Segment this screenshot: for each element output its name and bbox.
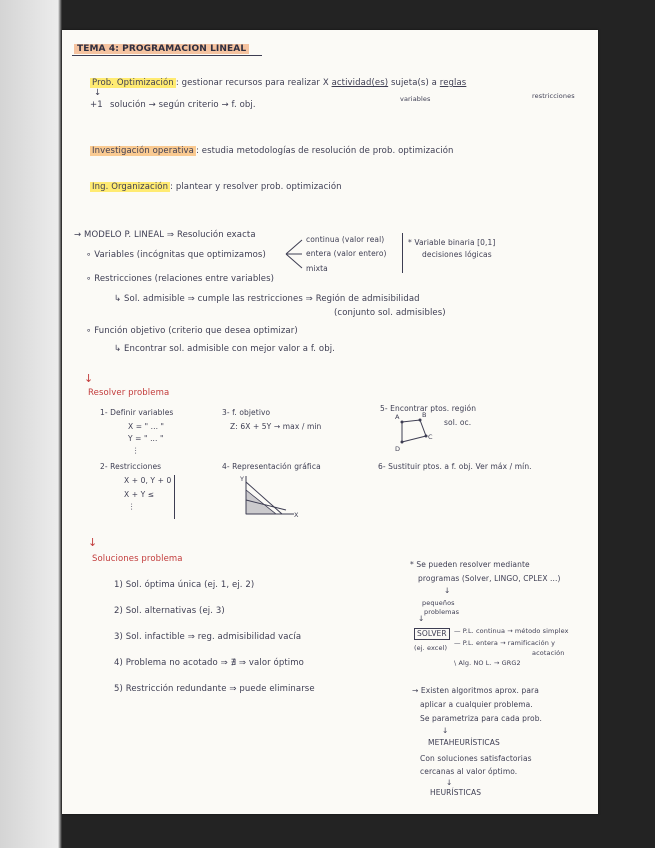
ing-text: : plantear y resolver prob. optimización bbox=[170, 182, 342, 192]
step-6: 6- Sustituir ptos. a f. obj. Ver máx / mín. bbox=[378, 462, 532, 471]
variables-note: variables bbox=[400, 95, 431, 103]
meta-arrow: ↓ bbox=[442, 726, 449, 735]
alg-no-lineal: \ Alg. NO L. → GRG2 bbox=[454, 659, 521, 667]
step-5: 5- Encontrar ptos. región bbox=[380, 404, 477, 413]
title-underline bbox=[72, 55, 262, 56]
axis-x-label: X bbox=[294, 511, 299, 519]
solucion-item-1: 1) Sol. óptima única (ej. 1, ej. 2) bbox=[114, 580, 255, 590]
restr-2: X + Y ≤ bbox=[124, 490, 155, 499]
encontrar-sol: ↳ Encontrar sol. admisible con mejor valor a f. obj. bbox=[114, 344, 335, 354]
sol-oc: sol. oc. bbox=[444, 418, 472, 427]
feasible-region-graph bbox=[242, 476, 302, 520]
sujeta: sujeta(s) a bbox=[390, 78, 437, 88]
actividades: actividad(es) bbox=[331, 78, 389, 88]
solver-box: SOLVER bbox=[414, 628, 450, 640]
vertex-d: D bbox=[395, 445, 401, 453]
var-binaria: * Variable binaria [0,1] bbox=[408, 238, 496, 247]
side-note-2: programas (Solver, LINGO, CPLEX ...) bbox=[418, 574, 561, 583]
vertex-a: A bbox=[395, 413, 400, 421]
vertex-b: B bbox=[422, 411, 427, 419]
variables-brace bbox=[284, 236, 304, 272]
ingenieria-line bbox=[90, 182, 342, 192]
algoritmos-2: aplicar a cualquier problema. bbox=[420, 700, 533, 709]
z-eq: Z: 6X + 5Y → max / min bbox=[230, 422, 322, 431]
soluciones-title: Soluciones problema bbox=[92, 554, 183, 564]
solucion-item-5: 5) Restricción redundante ⇒ puede eliminarse bbox=[114, 684, 315, 694]
vertex-c: C bbox=[428, 433, 433, 441]
pl-entera: — P.L. entera → ramificación y bbox=[454, 639, 556, 647]
var-entera: entera (valor entero) bbox=[306, 249, 387, 258]
sol-admisible: ↳ Sol. admisible ⇒ cumple las restricciones ⇒ Región de admisibilidad bbox=[114, 294, 420, 304]
heuristicas: HEURÍSTICAS bbox=[430, 788, 482, 797]
resolver-arrow: ↓ bbox=[84, 372, 94, 385]
restricciones-note: restricciones bbox=[532, 92, 575, 100]
var-mixta: mixta bbox=[306, 264, 328, 273]
restr-bracket bbox=[174, 475, 175, 519]
step-3: 3- f. objetivo bbox=[222, 408, 271, 417]
con-soluciones-2: cercanas al valor óptimo. bbox=[420, 767, 518, 776]
var-continua: continua (valor real) bbox=[306, 235, 385, 244]
vars-dots: ⋮ bbox=[132, 446, 140, 455]
step-2: 2- Restricciones bbox=[100, 462, 162, 471]
var-binaria-desc: decisiones lógicas bbox=[422, 250, 492, 259]
x-letter: X bbox=[322, 78, 329, 88]
reglas: reglas bbox=[439, 78, 467, 88]
pl-entera-2: acotación bbox=[532, 649, 565, 657]
side-arrow: ↓ bbox=[444, 586, 451, 595]
side-note-1: * Se pueden resolver mediante bbox=[410, 560, 530, 569]
restr-1: X + 0, Y + 0 bbox=[124, 476, 172, 485]
algoritmos-1: → Existen algoritmos aprox. para bbox=[412, 686, 539, 695]
solver-ej: (ej. excel) bbox=[414, 644, 448, 652]
y-eq: Y = " ... " bbox=[128, 434, 164, 443]
solver-arrow: ↓ bbox=[418, 614, 425, 623]
conjunto-sol: (conjunto sol. admisibles) bbox=[334, 308, 446, 318]
solucion-item-4: 4) Problema no acotado ⇒ ∄ ⇒ valor óptimo bbox=[114, 658, 304, 668]
axis-y-label: Y bbox=[240, 475, 245, 483]
page-title: TEMA 4: PROGRAMACION LINEAL bbox=[74, 44, 249, 54]
inv-text: : estudia metodologías de resolución de prob. optimización bbox=[195, 146, 454, 156]
binaria-divider bbox=[402, 233, 403, 273]
prob-opt-label: Prob. Optimización bbox=[92, 78, 174, 88]
solucion-item-2: 2) Sol. alternativas (ej. 3) bbox=[114, 606, 225, 616]
plus-one: +1 bbox=[90, 100, 103, 110]
x-eq: X = " ... " bbox=[128, 422, 165, 431]
resolver-title: Resolver problema bbox=[88, 388, 170, 398]
arrow-down: ↓ bbox=[94, 88, 102, 98]
modelo-title: → MODELO P. LINEAL ⇒ Resolución exacta bbox=[74, 230, 256, 240]
prob-opt-text: : gestionar recursos para realizar bbox=[175, 78, 321, 88]
metaheuristicas: METAHEURÍSTICAS bbox=[428, 738, 500, 747]
algoritmos-3: Se parametriza para cada prob. bbox=[420, 714, 543, 723]
pequenos: pequeños bbox=[422, 599, 455, 607]
step-4: 4- Representación gráfica bbox=[222, 462, 321, 471]
con-soluciones-1: Con soluciones satisfactorias bbox=[420, 754, 532, 763]
funcion-objetivo: ∘ Función objetivo (criterio que desea optimizar) bbox=[86, 326, 298, 336]
ing-label: Ing. Organización bbox=[92, 182, 169, 192]
investigacion-line bbox=[90, 146, 454, 156]
scan-edge bbox=[0, 0, 62, 848]
solucion-line: solución → según criterio → f. obj. bbox=[110, 100, 256, 110]
inv-label: Investigación operativa bbox=[92, 146, 194, 156]
heur-arrow: ↓ bbox=[446, 778, 453, 787]
notebook-page bbox=[62, 30, 598, 814]
modelo-variables: ∘ Variables (incógnitas que optimizamos) bbox=[86, 250, 266, 260]
restr-dots: ⋮ bbox=[128, 502, 136, 511]
modelo-restricciones: ∘ Restricciones (relaciones entre variables) bbox=[86, 274, 275, 284]
pl-continua: — P.L. continua → método simplex bbox=[454, 627, 569, 635]
prob-opt-line bbox=[90, 78, 466, 88]
problemas: problemas bbox=[424, 608, 460, 616]
step-1: 1- Definir variables bbox=[100, 408, 174, 417]
solucion-item-3: 3) Sol. infactible ⇒ reg. admisibilidad vacía bbox=[114, 632, 302, 642]
soluciones-arrow: ↓ bbox=[88, 536, 98, 549]
